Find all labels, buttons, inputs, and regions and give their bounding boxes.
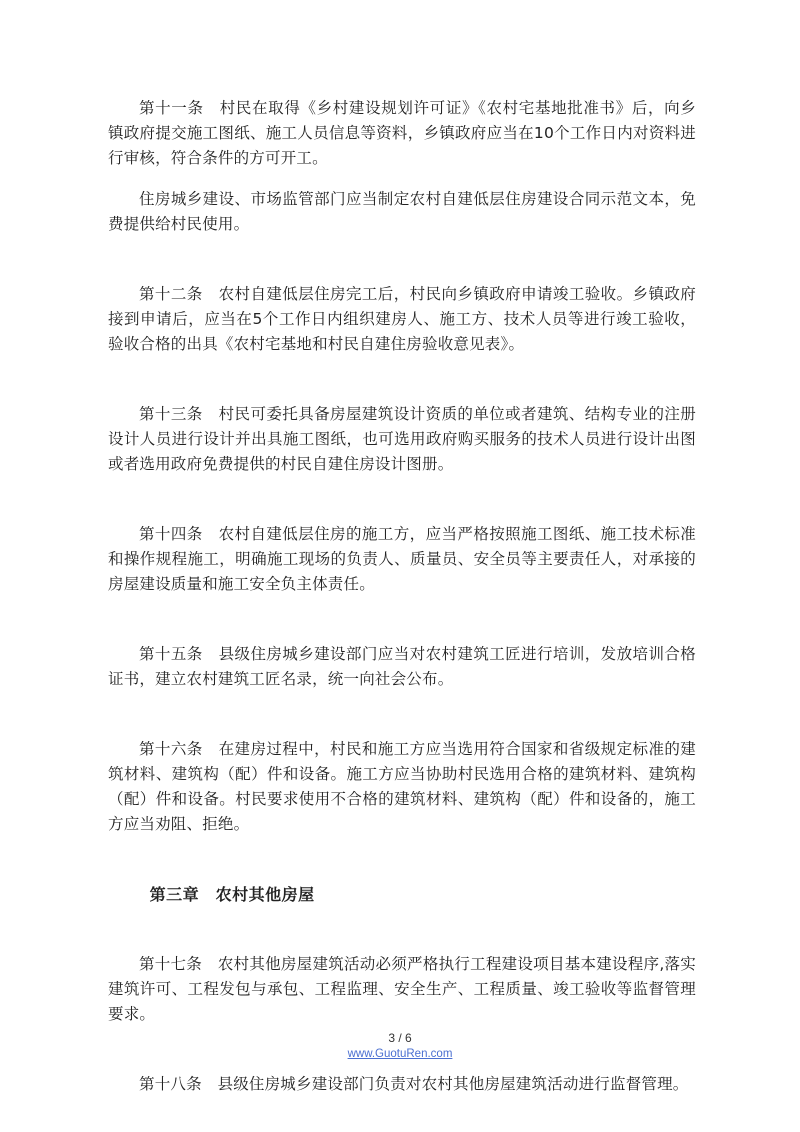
article-12: 第十二条 农村自建低层住房完工后，村民向乡镇政府申请竣工验收。乡镇政府接到申请后，应当在5个工作日内组织建房人、施工方、技术人员等进行竣工验收，验收合格的出具《农村宅基地和村民自建住房验收意见表》。 xyxy=(108,285,696,353)
article-18: 第十八条 县级住房城乡建设部门负责对农村其他房屋建筑活动进行监督管理。 xyxy=(139,1075,689,1093)
page-footer xyxy=(0,1030,800,1062)
article-17: 第十七条 农村其他房屋建筑活动必须严格执行工程建设项目基本建设程序,落实建筑许可、工程发包与承包、工程监理、安全生产、工程质量、竣工验收等监督管理要求。 xyxy=(108,955,696,1023)
article-11: 第十一条 村民在取得《乡村建设规划许可证》《农村宅基地批准书》后，向乡镇政府提交施工图纸、施工人员信息等资料，乡镇政府应当在10个工作日内对资料进行审核，符合条件的方可开工。 xyxy=(108,99,696,167)
article-15: 第十五条 县级住房城乡建设部门应当对农村建筑工匠进行培训，发放培训合格证书，建立农村建筑工匠名录，统一向社会公布。 xyxy=(108,645,696,688)
article-16: 第十六条 在建房过程中，村民和施工方应当选用符合国家和省级规定标准的建筑材料、建筑构（配）件和设备。施工方应当协助村民选用合格的建筑材料、建筑构（配）件和设备。村民要求使用不合格的建筑材料、建筑构（配）件和设备的，施工方应当劝阻、拒绝。 xyxy=(108,740,696,833)
site-link[interactable]: www.GuotuRen.com xyxy=(347,1048,453,1060)
chapter-heading: 第三章 农村其他房屋 xyxy=(149,885,315,904)
article-11-paragraph-2: 住房城乡建设、市场监管部门应当制定农村自建低层住房建设合同示范文本，免费提供给村民使用。 xyxy=(108,190,696,233)
article-14: 第十四条 农村自建低层住房的施工方，应当严格按照施工图纸、施工技术标准和操作规程施工，明确施工现场的负责人、质量员、安全员等主要责任人，对承接的房屋建设质量和施工安全负主体责任。 xyxy=(108,525,696,593)
page-number: 3 / 6 xyxy=(388,1031,412,1045)
article-13: 第十三条 村民可委托具备房屋建筑设计资质的单位或者建筑、结构专业的注册设计人员进行设计并出具施工图纸，也可选用政府购买服务的技术人员进行设计出图或者选用政府免费提供的村民自建住房设计图册。 xyxy=(108,405,696,473)
document-body xyxy=(108,96,696,1097)
